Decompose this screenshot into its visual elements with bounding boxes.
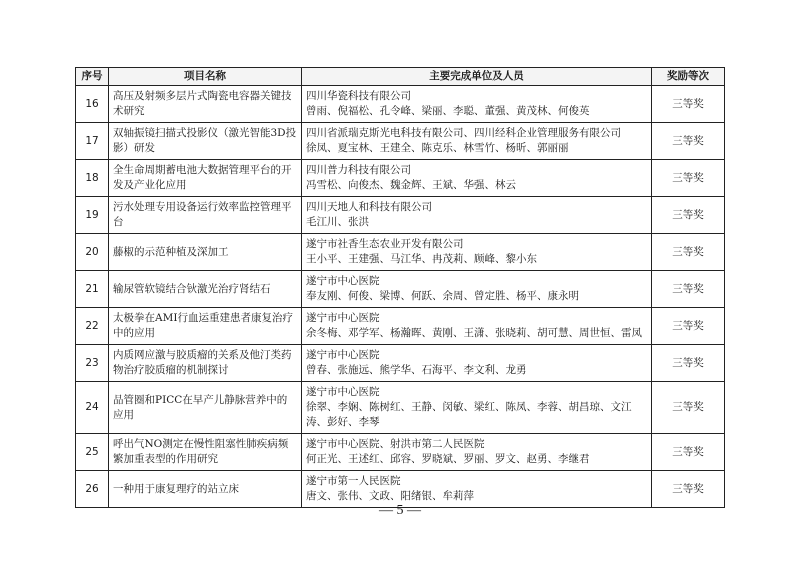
award-level: 三等奖: [652, 123, 725, 160]
row-no: 22: [76, 308, 109, 345]
project-name: 品管圈和PICC在早产儿静脉营养中的应用: [109, 382, 302, 434]
unit-name: 四川华瓷科技有限公司: [306, 90, 411, 102]
awards-table: [75, 67, 725, 508]
unit-name: 四川天地人和科技有限公司: [306, 201, 432, 213]
project-name: 内质网应激与胶质瘤的关系及他汀类药物治疗胶质瘤的机制探讨: [109, 345, 302, 382]
row-no: 21: [76, 271, 109, 308]
people-names: 曾雨、倪福松、孔令峰、梁丽、李聪、董强、黄茂林、何俊英: [306, 105, 590, 117]
people-names: 徐凤、夏宝林、王建全、陈克乐、林雪竹、杨昕、郭丽丽: [306, 142, 569, 154]
row-no: 19: [76, 197, 109, 234]
unit-name: 遂宁市中心医院: [306, 386, 380, 398]
unit-name: 遂宁市中心医院、射洪市第二人民医院: [306, 438, 485, 450]
unit-name: 遂宁市中心医院: [306, 275, 380, 287]
project-name: 输尿管软镜结合钬激光治疗肾结石: [109, 271, 302, 308]
people-names: 曾春、张施远、熊学华、石海平、李文利、龙勇: [306, 364, 527, 376]
unit-name: 遂宁市中心医院: [306, 312, 380, 324]
row-no: 20: [76, 234, 109, 271]
table-row: [76, 382, 725, 434]
project-name: 藤椒的示范种植及深加工: [109, 234, 302, 271]
completion-units: [302, 271, 652, 308]
unit-name: 四川省派瑞克斯光电科技有限公司、四川经科企业管理服务有限公司: [306, 127, 621, 139]
completion-units: [302, 123, 652, 160]
people-names: 奉友刚、何俊、梁博、何跃、余周、曾定胜、杨平、康永明: [306, 290, 579, 302]
project-name: 太极拳在AMI行血运重建患者康复治疗中的应用: [109, 308, 302, 345]
award-level: 三等奖: [652, 86, 725, 123]
completion-units: [302, 382, 652, 434]
table-row: [76, 123, 725, 160]
completion-units: [302, 234, 652, 271]
header-level: 奖励等次: [652, 68, 725, 86]
table-header-row: [76, 68, 725, 86]
project-name: 一种用于康复理疗的站立床: [109, 471, 302, 508]
table-row: [76, 197, 725, 234]
award-level: 三等奖: [652, 197, 725, 234]
row-no: 18: [76, 160, 109, 197]
row-no: 25: [76, 434, 109, 471]
table-row: [76, 471, 725, 508]
project-name: 高压及射频多层片式陶瓷电容器关键技术研究: [109, 86, 302, 123]
page-number: — 5 —: [379, 503, 421, 518]
project-name: 污水处理专用设备运行效率监控管理平台: [109, 197, 302, 234]
table-row: [76, 434, 725, 471]
people-names: 徐翠、李娴、陈树红、王静、闵敏、梁红、陈凤、李蓉、胡昌琼、文江涛、彭好、李琴: [306, 401, 632, 428]
completion-units: [302, 434, 652, 471]
people-names: 余冬梅、邓学军、杨瀚晖、黄刚、王潇、张晓莉、胡可慧、周世恒、雷凤: [306, 327, 642, 339]
row-no: 26: [76, 471, 109, 508]
project-name: 全生命周期蓄电池大数据管理平台的开发及产业化应用: [109, 160, 302, 197]
award-level: 三等奖: [652, 471, 725, 508]
completion-units: [302, 197, 652, 234]
unit-name: 四川普力科技有限公司: [306, 164, 411, 176]
row-no: 23: [76, 345, 109, 382]
table-row: [76, 308, 725, 345]
row-no: 16: [76, 86, 109, 123]
people-names: 唐文、张伟、文政、阳绪银、牟莉萍: [306, 490, 474, 502]
header-units: 主要完成单位及人员: [302, 68, 652, 86]
completion-units: [302, 345, 652, 382]
completion-units: [302, 308, 652, 345]
people-names: 何正光、王述红、邱容、罗晓斌、罗丽、罗文、赵勇、李继君: [306, 453, 590, 465]
completion-units: [302, 160, 652, 197]
unit-name: 遂宁市社香生态农业开发有限公司: [306, 238, 464, 250]
completion-units: [302, 471, 652, 508]
award-level: 三等奖: [652, 434, 725, 471]
row-no: 17: [76, 123, 109, 160]
header-name: 项目名称: [109, 68, 302, 86]
award-level: 三等奖: [652, 345, 725, 382]
award-level: 三等奖: [652, 271, 725, 308]
table-row: [76, 160, 725, 197]
completion-units: [302, 86, 652, 123]
people-names: 毛江川、张洪: [306, 216, 369, 228]
unit-name: 遂宁市第一人民医院: [306, 475, 401, 487]
project-name: 双轴振镜扫描式投影仪（激光智能3D投影）研发: [109, 123, 302, 160]
award-level: 三等奖: [652, 234, 725, 271]
table-row: [76, 345, 725, 382]
row-no: 24: [76, 382, 109, 434]
people-names: 冯雪松、向俊杰、魏金辉、王斌、华强、林云: [306, 179, 516, 191]
unit-name: 遂宁市中心医院: [306, 349, 380, 361]
award-level: 三等奖: [652, 160, 725, 197]
people-names: 王小平、王建强、马江华、冉茂莉、顾峰、黎小东: [306, 253, 537, 265]
award-level: 三等奖: [652, 382, 725, 434]
header-no: 序号: [76, 68, 109, 86]
table-row: [76, 86, 725, 123]
project-name: 呼出气NO测定在慢性阻塞性肺疾病频繁加重表型的作用研究: [109, 434, 302, 471]
table-row: [76, 271, 725, 308]
table-row: [76, 234, 725, 271]
award-level: 三等奖: [652, 308, 725, 345]
